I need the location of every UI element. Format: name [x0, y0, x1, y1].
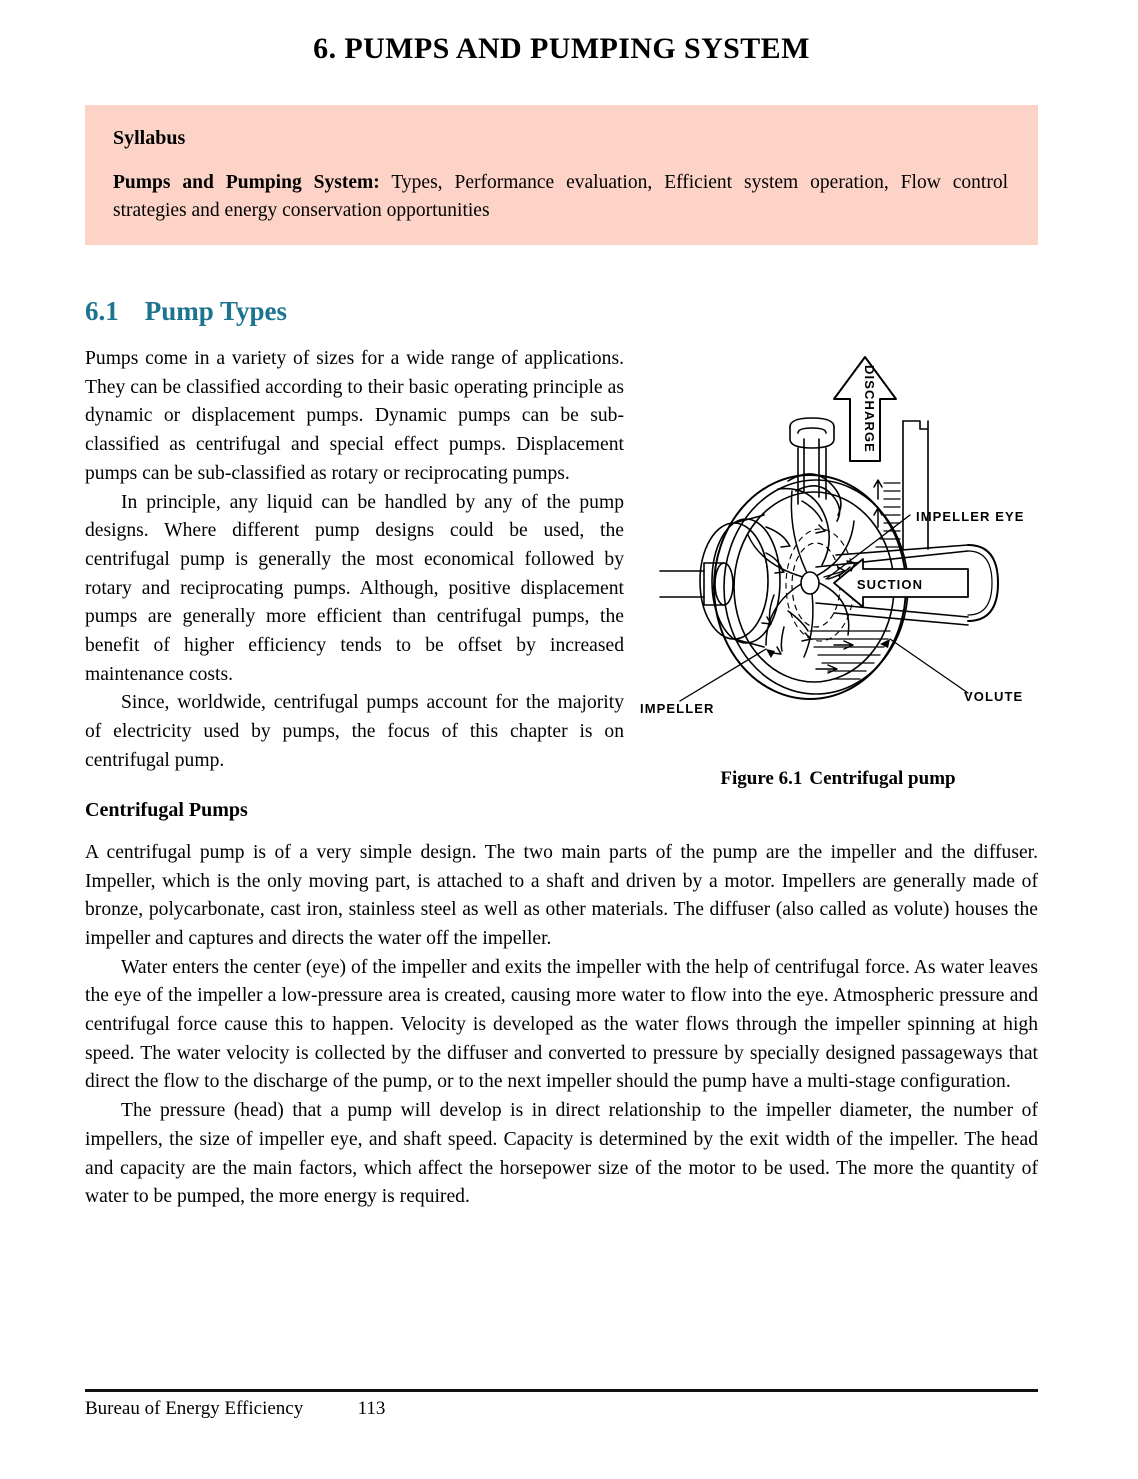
syllabus-box — [85, 105, 1038, 245]
section-title: Pump Types — [144, 296, 288, 326]
label-impeller-eye: IMPELLER EYE — [916, 509, 1025, 524]
syllabus-label: Syllabus — [113, 127, 186, 149]
figure-6-1 — [638, 349, 1038, 793]
figure-caption-number: Figure 6.1 — [720, 768, 803, 789]
section-heading — [85, 296, 287, 327]
centrifugal-pump-diagram — [638, 349, 1038, 749]
paragraph-5: Water enters the center (eye) of the impeller and exits the impeller with the help of centrifugal force. As water leaves the eye of the impeller a low-pressure area is created, causing more water to flow into the eye. Atmospheric pressure and centrifugal force cause this to happen. Velocity is developed as the water flows through the impeller spinning at high speed. The water velocity is collected by the diffuser and converted to pressure by specially designed passageways that direct the flow to the discharge of the pump, or to the next impeller should the pump have a multi-stage configuration. — [85, 956, 1038, 1093]
paragraph-1: Pumps come in a variety of sizes for a wide range of applications. They can be classified according to their basic operating principle as dynamic or displacement pumps. Dynamic pumps can be sub-classified as centrifugal and special effect pumps. Displacement pumps can be sub-classified as rotary or reciprocating pumps. — [85, 348, 624, 484]
chapter-title: 6. PUMPS AND PUMPING SYSTEM — [313, 32, 810, 65]
label-impeller: IMPELLER — [640, 701, 715, 716]
syllabus-detail: Types, Performance evaluation, Efficient system operation, Flow control strategies and energy conservation opportunities — [113, 172, 1008, 221]
paragraph-2: In principle, any liquid can be handled by any of the pump designs. Where different pump designs could be used, the centrifugal pump is generally the most economical followed by rotary and reciprocating pumps. Although, positive displacement pumps are generally more efficient than centrifugal pumps, the benefit of higher efficiency tends to be offset by increased maintenance costs. — [85, 491, 624, 685]
label-discharge: DISCHARGE — [862, 365, 877, 453]
section-number: 6.1 — [85, 296, 119, 326]
paragraph-4: A centrifugal pump is of a very simple design. The two main parts of the pump are the impeller and the diffuser. Impeller, which is the only moving part, is attached to a shaft and driven by a motor. Impellers are generally made of bronze, polycarbonate, cast iron, stainless steel as well as other materials. The diffuser (also called as volute) houses the impeller and captures and directs the water off the impeller. — [85, 841, 1038, 949]
paragraph-6: The pressure (head) that a pump will develop is in direct relationship to the impeller diameter, the number of impellers, the size of impeller eye, and shaft speed. Capacity is determined by the exit width of the impeller. The head and capacity are the main factors, which affect the horsepower size of the motor to be used. The more the quantity of water to be pumped, the more energy is required. — [85, 1100, 1038, 1208]
figure-caption-text: Centrifugal pump — [809, 768, 956, 789]
body-content — [85, 345, 1038, 1212]
paragraph-3: Since, worldwide, centrifugal pumps account for the majority of electricity used by pumps, the focus of this chapter is on centrifugal pump. — [85, 692, 624, 771]
subsection-heading: Centrifugal Pumps — [85, 798, 248, 821]
label-suction: SUCTION — [856, 577, 924, 592]
syllabus-lead: Pumps and Pumping System: — [113, 172, 380, 193]
label-volute: VOLUTE — [964, 689, 1024, 704]
figure-caption — [638, 765, 1038, 793]
footer-page-number: 113 — [357, 1398, 386, 1419]
footer-organisation: Bureau of Energy Efficiency — [85, 1398, 304, 1419]
footer-divider — [85, 1389, 1038, 1392]
syllabus-text — [113, 169, 1010, 224]
